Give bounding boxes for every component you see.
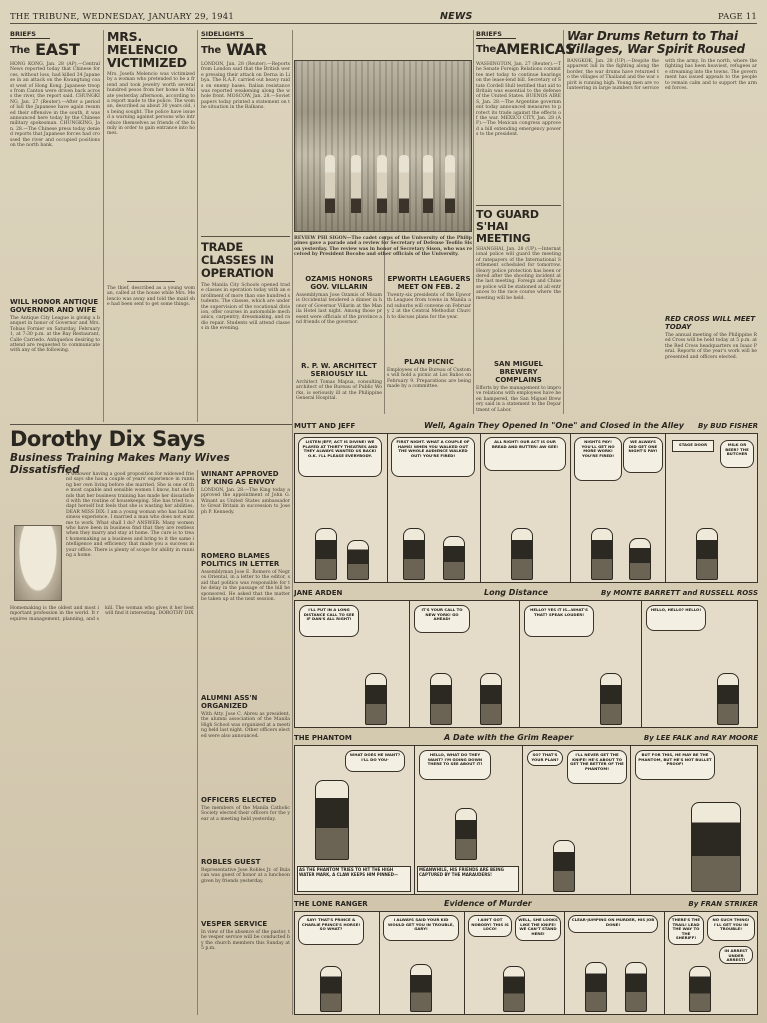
headline: MRS. MELENCIO VICTIMIZED bbox=[107, 29, 187, 70]
headline: RED CROSS WILL MEET TODAY bbox=[665, 315, 756, 331]
photo-caption: REVIEW PHI SIGON—The cadet corps of the University of the Philippines gave a parade and a review for Secretary of Defense Teofilo Sison yesterday. The review was in honor of Secretary Sison, who was received by President Bocobo and other officials of the University. bbox=[294, 236, 472, 258]
headline: SAN MIGUEL BREWERY COMPLAINS bbox=[494, 360, 543, 384]
column-subtitle: Business Training Makes Many Wives Dissatisfied bbox=[10, 452, 230, 476]
article-body: Assemblyman Jose Ozamis of Misamis Occidental tendered a dinner in honor of Governor Villarin at the Manila Hotel last night. Among those present were officials of the province and friends of the governor. bbox=[296, 293, 382, 326]
comic-panel: FIRST NIGHT. WHAT A COUPLE OF HAMS! WHEN YOU WALKED OUT THE WHOLE AUDIENCE WALKED OUT! YOU'RE FIRED! bbox=[388, 434, 481, 582]
melencio-article bbox=[107, 30, 195, 420]
photo-figure bbox=[377, 155, 387, 213]
headline: War Drums Return to Thai Villages, War Spirit Roused bbox=[567, 29, 745, 56]
article-body: BANGKOK, Jan. 28 (UP).—Despite the apparent lull in the fighting along the border, the war drums have returned to the villages of Thailand and the war spirit is running high. Young men are volunteering in large numbers for service with the army. In the north, where the fighting has been heaviest, refugees are streaming into the towns. The government has issued appeals to the people to remain calm and to support the armed forces. bbox=[567, 59, 757, 92]
headline: WILL HONOR ANTIQUE GOVERNOR AND WIFE bbox=[10, 298, 99, 314]
comic-panel: IT'S YOUR CALL TO NEW YORK! GO AHEAD! bbox=[410, 601, 520, 727]
comic-panel: HELLO, WHAT DO THEY WANT? I'M GOING DOWN THERE TO SEE ABOUT IT! MEANWHILE, HIS FRIENDS ARE BEING CAPTURED BY THE MARAUDERS! bbox=[415, 746, 523, 894]
americas-briefs bbox=[476, 30, 575, 415]
dix-body: Homemaking is the oldest and most important profession in the world. It requires management, planning, and skill. The woman who gives it her best will find it interesting. DOROTHY DIX bbox=[10, 606, 194, 622]
headline: WINANT APPROVED BY KING AS ENVOY bbox=[201, 470, 279, 486]
comic-strip-phantom bbox=[294, 745, 758, 895]
article-body: The annual meeting of the Philippine Red Cross will be held today at 5 p.m. at the Red Cross headquarters on Isaac Peral. Reports of the year's work will be presented and officers elected. bbox=[665, 333, 757, 360]
comic-title: JANE ARDEN Long Distance By MONTE BARRETT and RUSSELL ROSS bbox=[294, 588, 758, 597]
kicker: SIDELIGHTS bbox=[201, 30, 253, 39]
article-body: The Manila City Schools opened trade classes in operation today with an enrollment of more than one hundred students. The classes, which are under the supervision of the vocational division, offer courses in automobile mechanics, carpentry, dressmaking, and radio repair. Students will attend classes in the evening. bbox=[201, 283, 290, 332]
photo-figure bbox=[351, 155, 361, 213]
article-body: The thief, described as a young woman, called at the house while Mrs. Melencio was away and told the maid she had been sent to get some things. bbox=[107, 286, 195, 308]
headline: OFFICERS ELECTED bbox=[201, 796, 277, 804]
headline: The WAR bbox=[201, 40, 267, 59]
masthead bbox=[10, 12, 757, 24]
headline: TheAMERICAS bbox=[476, 42, 575, 58]
comic-panel: LISTEN JEFF, ACT IS DIVINE! WE PLAYED AT THIRTY THEATRES AND THEY ALWAYS WANTED US BACK! O.K. I'LL PLEASE EVERYBODY. bbox=[295, 434, 388, 582]
photo-figure bbox=[399, 155, 409, 213]
headline: PLAN PICNIC bbox=[404, 358, 454, 366]
divider bbox=[10, 424, 292, 425]
war-sidelights bbox=[201, 30, 290, 420]
article-body: WASHINGTON, Jan. 27 (Reuter).—The Senate Foreign Relations committee met today to continue hearings on the lease-lend bill. Secretary of State Cordell Hull testified that aid to Britain was essential to the defense of the United States. BUENOS AIRES, Jan. 28.—The Argentine government today announced measures to protect its trade against the effects of the war. MEXICO CITY, Jan. 28 (AP).—The Mexican congress approved a bill extending emergency powers to the president. bbox=[476, 62, 561, 138]
comic-panel: I'LL PUT IN A LONG DISTANCE CALL TO SEE IF DAN'S ALL RIGHT! bbox=[295, 601, 410, 727]
column-rule bbox=[292, 30, 293, 1015]
dix-body-top: A widower having a good proposition for widowed friend says she has a couple of years' experience in running her own living before she married. She is one of the most capable and sensible women I know, but she finds that her business training has made her dissatisfied with the routine of housekeeping. She has tried to adapt herself but feels that she is wasting her abilities. DEAR MISS DIX: I am a young woman who has had business experience. I married a man who does not want me to work. What shall I do? ANSWER: Many women who have been in business find that they are restless when they marry and stay at home. The cure is to treat homemaking as a business and bring to it the same intelligence and efficiency that made you a success in your office. There is plenty of scope for ability in running a home. bbox=[66, 472, 194, 559]
article-body: SHANGHAI, Jan. 28 (UP).—International police will guard the meeting of ratepayers of the International Settlement scheduled for tomorrow. Heavy police protection has been ordered after the shooting incident at the last meeting. Foreign and Chinese police will be stationed at all entrances to the race course where the meeting will be held. bbox=[476, 247, 561, 301]
article-body: The members of the Manila Catholic Society elected their officers for the year at a meeting held yesterday. bbox=[201, 806, 290, 822]
masthead-section: NEWS bbox=[440, 11, 473, 22]
masthead-page: PAGE 11 bbox=[718, 12, 757, 22]
column-rule bbox=[197, 470, 198, 1015]
comic-panel: CLEAR-JUMPING ON MURDER, HIS JOB DONE! bbox=[565, 912, 665, 1014]
article-body: HONG KONG, Jan. 28 (AP).—Central News reported today that Chinese forces, without loss, had killed 34 Japanese in an attack on the Kwangtung coast west of Hong Kong. Japanese troops from Canton were driven back across the river, the report said. CHUNGKING, Jan. 27 (Reuter).—After a period of lull the Japanese have again resumed their offensive in the south, it was announced here today by the Chinese military spokesman. CHUNGKING, Jan. 28.—The Chinese press today denied reports that Japanese forces had crossed the river and occupied positions on the north bank. bbox=[10, 62, 100, 149]
article-body: Architect Tomas Mapua, consulting architect of the Bureau of Public Works, is seriously ill at the Philippine General Hospital. bbox=[296, 380, 382, 402]
article-body: With Atty. Jose C. Abreu as president, the alumni association of the Manila High School was organized at a meeting held last night. Other officers elected were also announced. bbox=[201, 712, 290, 739]
article-body: LONDON, Jan. 28.—The King today approved the appointment of John G. Winant as United States ambassador to Great Britain in succession to Joseph P. Kennedy. bbox=[201, 488, 290, 515]
article-body: Employees of the Bureau of Customs will hold a picnic at Los Baños on February 9. Preparations are being made by a committee. bbox=[387, 368, 471, 390]
comic-panel: THERE'S THE TRAIL! LEAD THE WAY TO THE SHERIFF! NO SUCH THING! I'LL GET YOU IN TROUBLE! IN ARREST UNDER ARREST! bbox=[665, 912, 758, 1014]
headline: ROBLES GUEST bbox=[201, 858, 261, 866]
column-rule bbox=[473, 30, 474, 414]
headline: EPWORTH LEAGUERS MEET ON FEB. 2 bbox=[387, 275, 471, 291]
comic-panel: STAGE DOOR MILK OR BEER? THE BUTCHER bbox=[666, 434, 758, 582]
comic-title: MUTT AND JEFF Well, Again They Opened In "One" and Closed in the Alley By BUD FISHER bbox=[294, 421, 758, 430]
headline: The EAST bbox=[10, 40, 80, 59]
east-briefs bbox=[10, 30, 100, 420]
headline: TRADE CLASSES IN OPERATION bbox=[201, 240, 274, 280]
article-body: Assemblyman Jose E. Romero of Negros Oriental, in a letter to the editor, said that politics was responsible for the delay in the passage of the bill he sponsored. He asked that the matter be taken up at the next session. bbox=[201, 570, 290, 603]
comic-panel: I ALWAYS SAID YOUR KID WOULD GET YOU IN TROUBLE, GARY! bbox=[380, 912, 465, 1014]
headline: ROMERO BLAMES POLITICS IN LETTER bbox=[201, 552, 280, 568]
comic-panel: HELLO? YES IT IS—WHAT'S THAT? SPEAK LOUDER! bbox=[520, 601, 642, 727]
column-rule bbox=[563, 30, 564, 414]
comic-panel: BUT FOR THIS, HE MAY BE THE PHANTOM, BUT HE'S NOT BULLET PROOF! bbox=[631, 746, 758, 894]
comic-strip-jane-arden bbox=[294, 600, 758, 728]
headline: R. P. W. ARCHITECT SERIOUSLY ILL bbox=[301, 362, 377, 378]
thai-article bbox=[567, 30, 757, 415]
column-title: Dorothy Dix Says bbox=[10, 427, 205, 451]
comic-panel: ALL RIGHT! OUR ACT IS OUR BREAD AND BUTTER! AW GEE! bbox=[481, 434, 571, 582]
headline: ALUMNI ASS'N ORGANIZED bbox=[201, 694, 258, 710]
photo-figure bbox=[423, 155, 433, 213]
comic-panel: I AIN'T GOT NOBODY! THIS IS LOCO! WELL, SHE LOOKS LIKE THE KNIFE! WE CAN'T STAND HERE! bbox=[465, 912, 565, 1014]
parade-photo bbox=[294, 60, 472, 232]
comic-panel: HELLO, HELLO? HELLO! bbox=[642, 601, 758, 727]
comic-strip-mutt-jeff bbox=[294, 433, 758, 583]
comic-strip-lone-ranger bbox=[294, 911, 758, 1015]
comic-panel: SAY! THAT'S PRINCE & CHARLIE PRINCE'S HORSE! SO WHAT? bbox=[295, 912, 380, 1014]
epworth-article bbox=[387, 275, 471, 415]
divider bbox=[201, 236, 290, 237]
divider bbox=[476, 205, 561, 206]
article-body: The Antique City League is giving a banquet in honor of Governor and Mrs. Tobias Fornier on Saturday, February 1, at 7:30 p.m. at the Bay Restaurant, Calle Carriedo. Antiqueños desiring to attend are requested to communicate with any of the following. bbox=[10, 316, 100, 354]
column-rule bbox=[103, 30, 104, 422]
article-body: LONDON, Jan. 28 (Reuter).—Reports from London said that the British were pressing their attack on Derna in Libya. The R.A.F. carried out heavy raids on enemy bases. Italian resistance was reported weakening along the whole front. MOSCOW, Jan. 28.—Soviet papers today printed a statement on the situation in the Balkans. bbox=[201, 62, 290, 111]
headline: VESPER SERVICE bbox=[201, 920, 268, 928]
article-body: Representative Jose Robles Jr. of Bulacan was guest of honor at a luncheon given by friends yesterday. bbox=[201, 868, 290, 884]
article-body: Efforts by the management to improve relations with employees have been hampered, the San Miguel Brewery said in a statement to the Department of Labor. bbox=[476, 386, 561, 413]
comic-title: THE PHANTOM A Date with the Grim Reaper By LEE FALK and RAY MOORE bbox=[294, 733, 758, 742]
photo-figure bbox=[445, 155, 455, 213]
kicker: BRIEFS bbox=[476, 30, 516, 39]
masthead-left: THE TRIBUNE, WEDNESDAY, JANUARY 29, 1941 bbox=[10, 12, 234, 22]
column-rule bbox=[197, 30, 198, 422]
dix-portrait bbox=[14, 525, 62, 601]
comic-panel: WHAT DOES HE WANT? I'LL DO YOU- AS THE PHANTOM TRIES TO HIT THE HIGH WATER MARK, A CLAW KEEPS HIM PINNED— bbox=[295, 746, 415, 894]
article-body: In view of the absence of the pastor, the vesper service will be conducted by the church members this Sunday at 5 p.m. bbox=[201, 930, 290, 952]
article-body: Mrs. Josefa Melencio was victimized by a woman who pretended to be a friend and took jewelry worth several hundred pesos from her home in Malate yesterday afternoon, according to a report made to the police. The woman, described as about 30 years old, is being sought. The police have issued a warning against persons who introduce themselves as friends of the family in order to gain entrance into homes. bbox=[107, 72, 195, 137]
divider bbox=[127, 281, 175, 282]
kicker: BRIEFS bbox=[10, 30, 50, 39]
comic-title: THE LONE RANGER Evidence of Murder By FRAN STRIKER bbox=[294, 899, 758, 908]
dix-header bbox=[10, 428, 292, 476]
headline: TO GUARD S'HAI MEETING bbox=[476, 208, 539, 245]
headline: OZAMIS HONORS GOV. VILLARIN bbox=[305, 275, 373, 291]
briefs-column bbox=[201, 470, 290, 1015]
ozamis-article bbox=[296, 275, 382, 415]
article-body: Twenty-six presidents of the Epworth Leagues from towns in Manila and suburbs will convene on February 2 at the Central Methodist Church to discuss plans for the year. bbox=[387, 293, 471, 320]
photo-figure bbox=[325, 155, 335, 213]
comic-panel: SO? THAT'S YOUR PLAN? I'LL NEVER GET THE KNIFE! HE'S ABOUT TO GET THE BETTER OF THE PHANTOM! bbox=[523, 746, 631, 894]
comic-panel: NIGHTS PAY! YOU'LL GET NO MORE WORK! YOU'RE FIRED! WE ALWAYS DID GET ONE NIGHT'S PAY! bbox=[571, 434, 666, 582]
